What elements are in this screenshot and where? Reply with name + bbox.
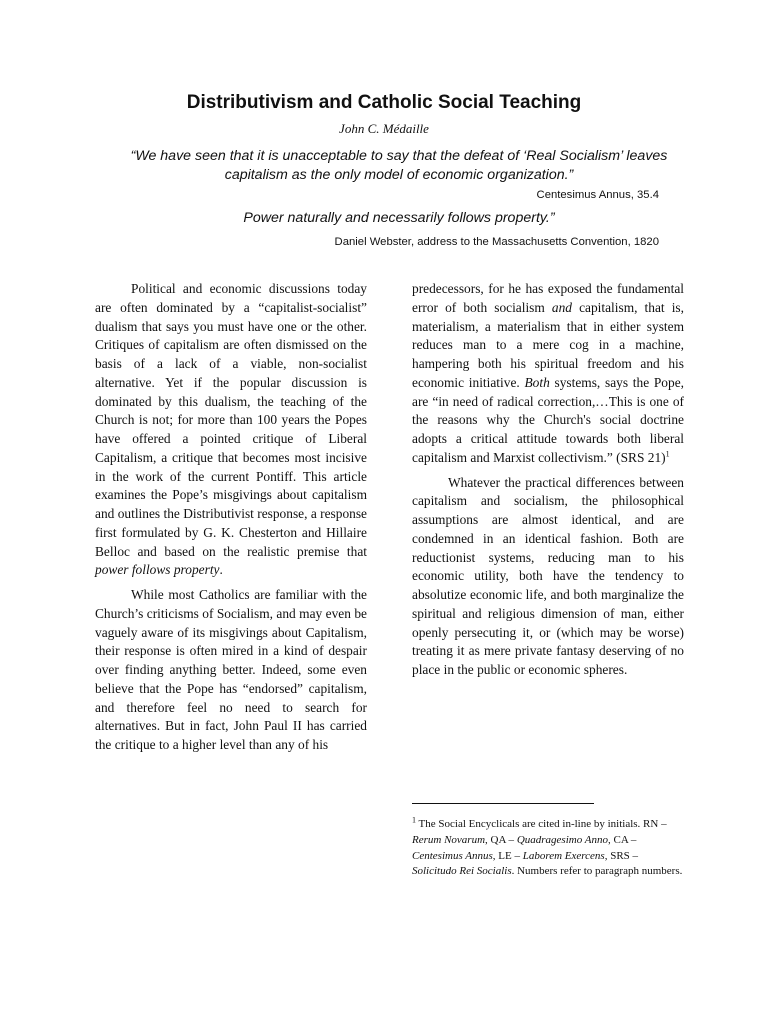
- article-title: Distributivism and Catholic Social Teaching: [186, 92, 582, 113]
- footnote-divider: [412, 803, 594, 804]
- footnote-text-part: , SRS –: [604, 849, 639, 862]
- epigraph-source-2: Daniel Webster, address to the Massachusetts Convention, 1820: [334, 236, 659, 248]
- footnote-mark: 1: [412, 815, 416, 825]
- emphasis: Both: [524, 374, 550, 390]
- epigraph-source-1: Centesimus Annus, 35.4: [536, 189, 659, 201]
- footnote-text-part: . Numbers refer to paragraph numbers.: [511, 865, 683, 878]
- paragraph-text: Whatever the practical differences between capitalism and socialism, the philosophical assumptions are almost identical, and are condemned in an identical fashion. Both are reductionist systems, reducing man to his economic utility, both have the tendency to absolutize economic life, and both marginalize the spiritual and religious dimension of man, either openly persecuting it, or (which may be worse) treating it as mere private fantasy deserving of no place in the public or economic spheres.: [412, 474, 684, 677]
- paragraph: [95, 280, 367, 580]
- encyclical-title: Rerum Novarum: [412, 833, 486, 846]
- footnote-text-part: The Social Encyclicals are cited in-line by initials. RN –: [416, 818, 667, 830]
- footnote-text: [412, 817, 684, 880]
- paragraph-text: While most Catholics are familiar with the Church’s criticisms of Socialism, and may even be vaguely aware of its misgivings about Capitalism, their response is often mired in a kind of despair over finding anything better. Indeed, some even believe that the Pope has “endorsed” capitalism, and therefore feel no need to search for alternatives. But in fact, John Paul II has carried the critique to a higher level than any of his: [95, 587, 367, 752]
- paragraph-text: capitalism, that is, materialism, a materialism that in either system reduces man to a mere cog in a machine, hampering both his spiritual freedom and his economic initiative.: [412, 299, 684, 390]
- paragraph: [412, 280, 684, 468]
- epigraph-quote-2: Power naturally and necessarily follows property.”: [243, 210, 555, 226]
- paragraph-text: systems, says the Pope, are “in need of radical correction,…This is one of the reasons why the Church's social doctrine adopts a critical attitude towards both liberal capitalism and Marxist collectivism.” (SRS 21): [412, 374, 684, 465]
- encyclical-title: Quadragesimo Anno: [516, 833, 608, 846]
- footnote-text-part: , QA –: [485, 833, 517, 846]
- epigraph-quote-1: “We have seen that it is unacceptable to say that the defeat of ‘Real Socialism’ leaves capitalism as the only model of economic organization.”: [130, 148, 668, 183]
- footnote-text-part: , LE –: [492, 849, 523, 862]
- author-name: John C. Médaille: [339, 121, 429, 136]
- emphasis: and: [551, 299, 572, 315]
- footnote-reference[interactable]: 1: [665, 449, 670, 459]
- paragraph: [412, 474, 684, 680]
- paragraph-text: predecessors, for he has exposed the fundamental error of both socialism: [412, 281, 684, 315]
- left-column: [95, 280, 367, 755]
- footnote: [412, 817, 684, 880]
- footnote-text-part: , CA –: [607, 833, 637, 846]
- encyclical-title: Centesimus Annus: [412, 849, 493, 862]
- paragraph-text: Political and economic discussions today are often dominated by a “capitalist-socialist” dualism that says you must have one or the other. Critiques of capitalism are often dismissed on the basis of a lack of a viable, non-socialist alternative. Yet if the popular discussion is dominated by this dualism, the teaching of the Church is not; for more than 100 years the Popes have offered a pointed critique of Liberal Capitalism, a critique that becomes most incisive in the work of the current Pontiff. This article examines the Pope’s misgivings about capitalism and outlines the Distributivist response, a response first formulated by G. K. Chesterton and Hillaire Belloc and based on the realistic premise that: [95, 281, 367, 559]
- encyclical-title: Laborem Exercens: [522, 849, 605, 862]
- right-column: [412, 280, 684, 680]
- paragraph: [95, 586, 367, 755]
- paragraph-text: .: [219, 562, 223, 578]
- encyclical-title: Solicitudo Rei Socialis: [412, 865, 512, 878]
- emphasis: power follows property: [95, 562, 220, 578]
